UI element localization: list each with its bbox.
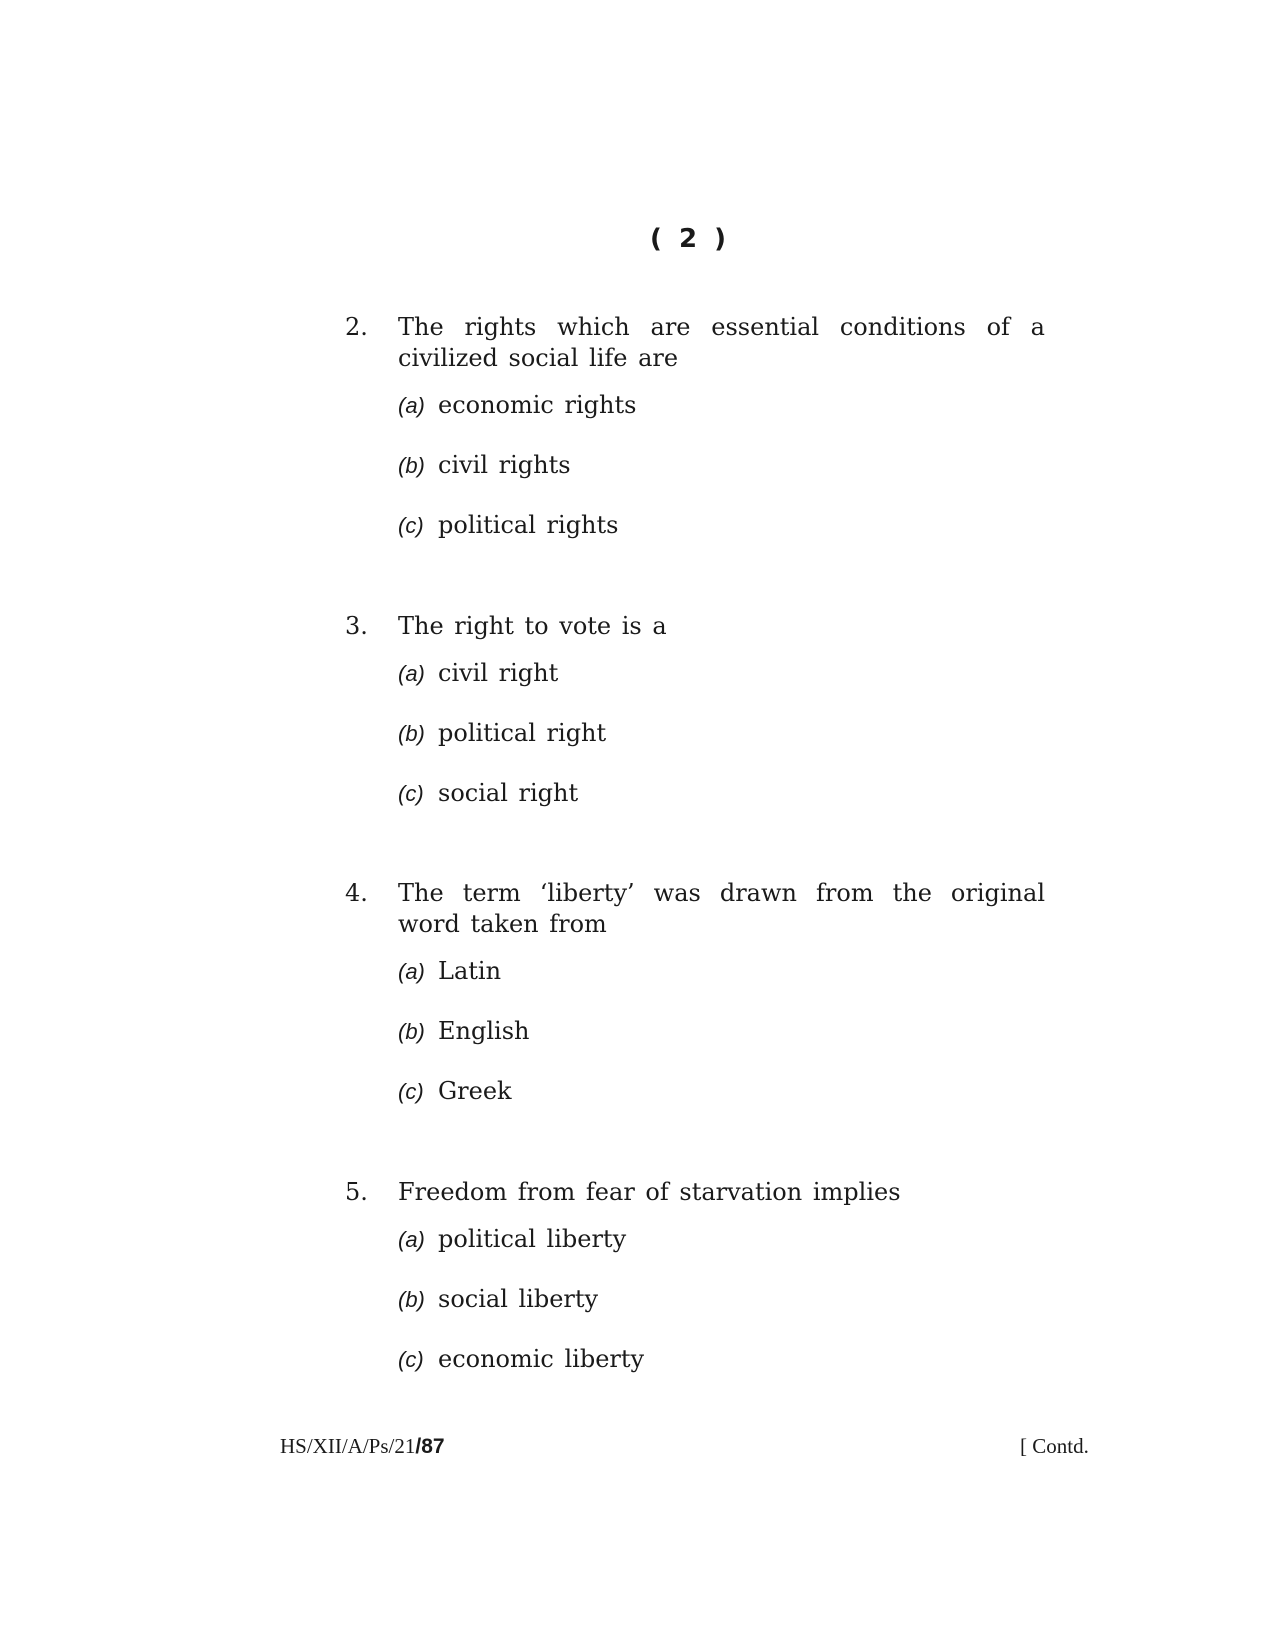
option-letter: (c) <box>398 781 424 806</box>
question-number: 3. <box>345 612 368 640</box>
option-text: economic rights <box>438 391 637 419</box>
question-number: 2. <box>345 313 368 341</box>
footer-code <box>280 1434 445 1459</box>
option-b <box>398 1284 1045 1328</box>
option-b <box>398 450 1045 494</box>
footer-code-bold: /87 <box>415 1435 445 1458</box>
option-b <box>398 718 1045 762</box>
option-b <box>398 1016 1045 1060</box>
option-text: economic liberty <box>438 1345 645 1373</box>
option-text: political right <box>438 719 607 747</box>
footer-code-text: HS/XII/A/Ps/21 <box>280 1434 416 1458</box>
option-c <box>398 510 1045 554</box>
options-list <box>398 390 1045 554</box>
option-text: social right <box>438 779 579 807</box>
option-letter: (c) <box>398 1347 424 1372</box>
option-letter: (a) <box>398 1227 425 1252</box>
option-letter: (a) <box>398 661 425 686</box>
option-a <box>398 658 1045 702</box>
question-3 <box>345 611 1045 822</box>
option-a <box>398 1224 1045 1268</box>
options-list <box>398 658 1045 822</box>
option-letter: (b) <box>398 453 425 478</box>
options-list <box>398 956 1045 1120</box>
question-text: The term ‘liberty’ was drawn from the original word taken from <box>398 879 1045 938</box>
option-letter: (b) <box>398 721 425 746</box>
question-text: The right to vote is a <box>398 612 667 640</box>
option-text: political liberty <box>438 1225 627 1253</box>
question-2 <box>345 312 1045 554</box>
option-letter: (a) <box>398 959 425 984</box>
option-a <box>398 956 1045 1000</box>
question-text: The rights which are essential conditions of a civilized social life are <box>398 313 1045 372</box>
option-c <box>398 1344 1045 1388</box>
option-text: English <box>438 1017 530 1045</box>
option-letter: (b) <box>398 1287 425 1312</box>
page-number: ( 2 ) <box>650 224 730 254</box>
question-text: Freedom from fear of starvation implies <box>398 1178 901 1206</box>
option-letter: (a) <box>398 393 425 418</box>
option-letter: (c) <box>398 1079 424 1104</box>
question-4 <box>345 878 1045 1120</box>
option-text: civil rights <box>438 451 571 479</box>
option-text: political rights <box>438 511 619 539</box>
option-letter: (b) <box>398 1019 425 1044</box>
option-text: social liberty <box>438 1285 599 1313</box>
option-text: Greek <box>438 1077 512 1105</box>
question-number: 5. <box>345 1178 368 1206</box>
question-5 <box>345 1177 1045 1388</box>
option-text: Latin <box>438 957 502 985</box>
option-letter: (c) <box>398 513 424 538</box>
option-c <box>398 1076 1045 1120</box>
option-a <box>398 390 1045 434</box>
footer-contd: [ Contd. <box>1020 1434 1089 1458</box>
option-text: civil right <box>438 659 559 687</box>
options-list <box>398 1224 1045 1388</box>
question-number: 4. <box>345 879 368 907</box>
option-c <box>398 778 1045 822</box>
